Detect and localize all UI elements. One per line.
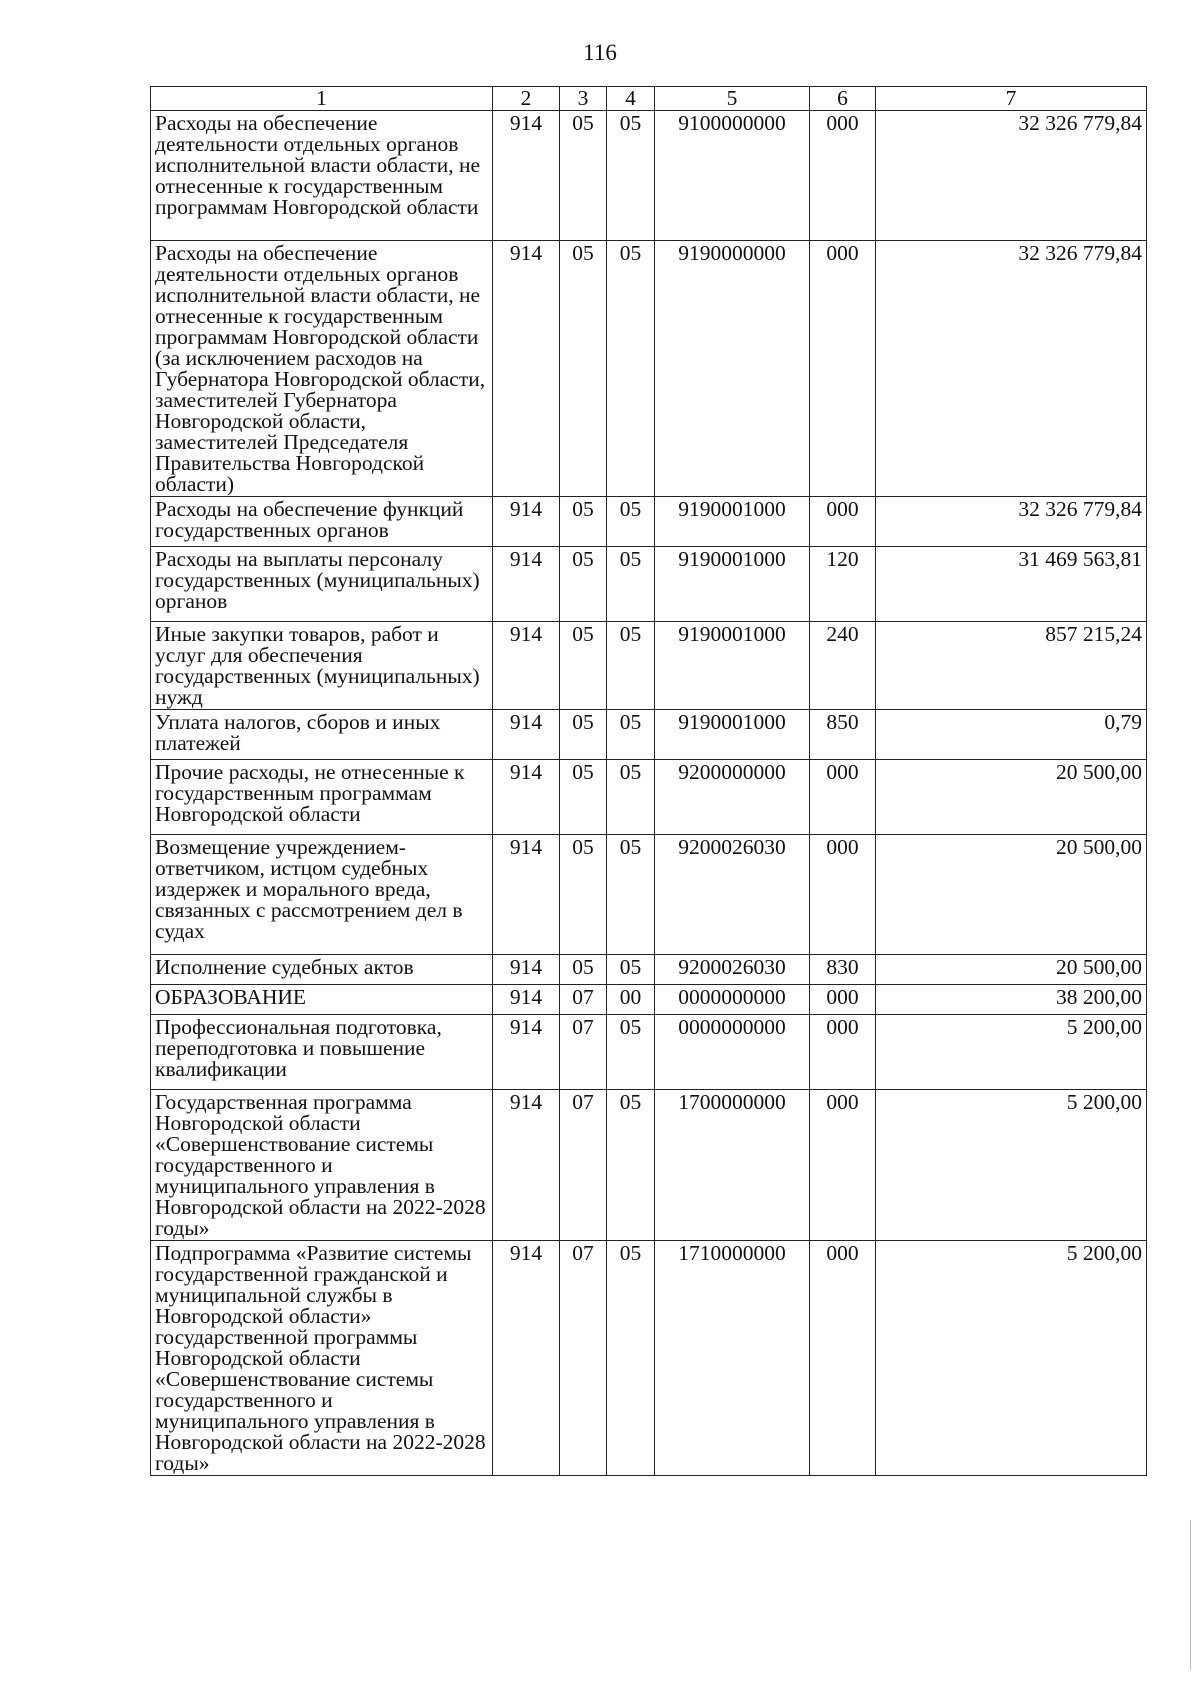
expense-name: Иные закупки товаров, работ и услуг для обеспечения государственных (муниципальных) нужд: [151, 622, 493, 710]
table-row: [151, 985, 1147, 1015]
amount: 38 200,00: [876, 985, 1147, 1015]
subsection-code: 05: [607, 835, 655, 955]
subsection-code: 05: [607, 760, 655, 835]
expense-type-code: 120: [810, 547, 876, 622]
target-article-code: 9190000000: [655, 241, 810, 497]
expense-name: Расходы на обеспечение функций государственных органов: [151, 497, 493, 547]
table-row: [151, 1015, 1147, 1090]
expense-type-code: 000: [810, 1015, 876, 1090]
table-row: [151, 710, 1147, 760]
amount: 32 326 779,84: [876, 111, 1147, 241]
target-article-code: 0000000000: [655, 1015, 810, 1090]
expense-type-code: 000: [810, 985, 876, 1015]
amount: 0,79: [876, 710, 1147, 760]
amount: 31 469 563,81: [876, 547, 1147, 622]
subsection-code: 00: [607, 985, 655, 1015]
target-article-code: 0000000000: [655, 985, 810, 1015]
amount: 5 200,00: [876, 1241, 1147, 1476]
grbs-code: 914: [493, 547, 560, 622]
table-row: [151, 955, 1147, 985]
subsection-code: 05: [607, 955, 655, 985]
section-code: 05: [560, 241, 607, 497]
expense-name: Государственная программа Новгородской области «Совершенствование системы государственного и муниципального управления в Новгородской области на 2022-2028 годы»: [151, 1090, 493, 1241]
expense-name: Расходы на выплаты персоналу государственных (муниципальных) органов: [151, 547, 493, 622]
target-article-code: 1710000000: [655, 1241, 810, 1476]
section-code: 07: [560, 1015, 607, 1090]
section-code: 05: [560, 760, 607, 835]
grbs-code: 914: [493, 955, 560, 985]
grbs-code: 914: [493, 835, 560, 955]
table-row: [151, 1090, 1147, 1241]
subsection-code: 05: [607, 1090, 655, 1241]
budget-table: [150, 86, 1147, 1476]
target-article-code: 9200026030: [655, 955, 810, 985]
target-article-code: 9190001000: [655, 547, 810, 622]
column-header: 3: [560, 87, 607, 111]
grbs-code: 914: [493, 1241, 560, 1476]
target-article-code: 9200000000: [655, 760, 810, 835]
section-code: 07: [560, 985, 607, 1015]
subsection-code: 05: [607, 710, 655, 760]
expense-type-code: 000: [810, 241, 876, 497]
section-code: 05: [560, 835, 607, 955]
expense-name: Уплата налогов, сборов и иных платежей: [151, 710, 493, 760]
column-header: 2: [493, 87, 560, 111]
amount: 20 500,00: [876, 760, 1147, 835]
target-article-code: 9190001000: [655, 497, 810, 547]
expense-name: Расходы на обеспечение деятельности отдельных органов исполнительной власти области, не отнесенные к государственным программам Новгородской области: [151, 111, 493, 241]
expense-type-code: 850: [810, 710, 876, 760]
expense-type-code: 830: [810, 955, 876, 985]
table-row: [151, 497, 1147, 547]
expense-name: Исполнение судебных актов: [151, 955, 493, 985]
section-code: 07: [560, 1241, 607, 1476]
column-header: 4: [607, 87, 655, 111]
table-row: [151, 622, 1147, 710]
expense-type-code: 000: [810, 111, 876, 241]
expense-type-code: 000: [810, 1090, 876, 1241]
grbs-code: 914: [493, 241, 560, 497]
amount: 857 215,24: [876, 622, 1147, 710]
subsection-code: 05: [607, 111, 655, 241]
expense-type-code: 240: [810, 622, 876, 710]
expense-type-code: 000: [810, 760, 876, 835]
subsection-code: 05: [607, 547, 655, 622]
amount: 32 326 779,84: [876, 497, 1147, 547]
expense-name: Расходы на обеспечение деятельности отдельных органов исполнительной власти области, не отнесенные к государственным программам Новгородской области (за исключением расходов на Губернатора Новгородской области, заместителей Губернатора Новгородской области, заместителей Председателя Правительства Новгородской области): [151, 241, 493, 497]
section-code: 05: [560, 547, 607, 622]
target-article-code: 9200026030: [655, 835, 810, 955]
subsection-code: 05: [607, 622, 655, 710]
subsection-code: 05: [607, 1241, 655, 1476]
grbs-code: 914: [493, 622, 560, 710]
expense-type-code: 000: [810, 1241, 876, 1476]
table-row: [151, 1241, 1147, 1476]
amount: 32 326 779,84: [876, 241, 1147, 497]
amount: 5 200,00: [876, 1015, 1147, 1090]
expense-name: Профессиональная подготовка, переподготовка и повышение квалификации: [151, 1015, 493, 1090]
table-row: [151, 760, 1147, 835]
page-number: 116: [583, 40, 617, 65]
amount: 5 200,00: [876, 1090, 1147, 1241]
expense-name: Возмещение учреждением-ответчиком, истцом судебных издержек и морального вреда, связанных с рассмотрением дел в судах: [151, 835, 493, 955]
table-row: [151, 547, 1147, 622]
section-code: 05: [560, 111, 607, 241]
expense-name: ОБРАЗОВАНИЕ: [151, 985, 493, 1015]
column-header: 6: [810, 87, 876, 111]
column-header: 1: [151, 87, 493, 111]
expense-type-code: 000: [810, 835, 876, 955]
table-row: [151, 111, 1147, 241]
header-row: [151, 87, 1147, 111]
subsection-code: 05: [607, 241, 655, 497]
grbs-code: 914: [493, 111, 560, 241]
amount: 20 500,00: [876, 835, 1147, 955]
grbs-code: 914: [493, 1090, 560, 1241]
scan-edge-line: [1190, 1520, 1191, 1670]
target-article-code: 9190001000: [655, 622, 810, 710]
section-code: 05: [560, 955, 607, 985]
column-header: 5: [655, 87, 810, 111]
section-code: 05: [560, 710, 607, 760]
section-code: 07: [560, 1090, 607, 1241]
grbs-code: 914: [493, 710, 560, 760]
table-row: [151, 835, 1147, 955]
grbs-code: 914: [493, 760, 560, 835]
subsection-code: 05: [607, 497, 655, 547]
target-article-code: 1700000000: [655, 1090, 810, 1241]
grbs-code: 914: [493, 497, 560, 547]
subsection-code: 05: [607, 1015, 655, 1090]
expense-name: Прочие расходы, не отнесенные к государственным программам Новгородской области: [151, 760, 493, 835]
expense-name: Подпрограмма «Развитие системы государственной гражданской и муниципальной службы в Новгородской области» государственной программы Новгородской области «Совершенствование системы государственного и муниципального управления в Новгородской области на 2022-2028 годы»: [151, 1241, 493, 1476]
target-article-code: 9190001000: [655, 710, 810, 760]
grbs-code: 914: [493, 1015, 560, 1090]
expense-type-code: 000: [810, 497, 876, 547]
section-code: 05: [560, 497, 607, 547]
grbs-code: 914: [493, 985, 560, 1015]
table-row: [151, 241, 1147, 497]
section-code: 05: [560, 622, 607, 710]
amount: 20 500,00: [876, 955, 1147, 985]
target-article-code: 9100000000: [655, 111, 810, 241]
column-header: 7: [876, 87, 1147, 111]
